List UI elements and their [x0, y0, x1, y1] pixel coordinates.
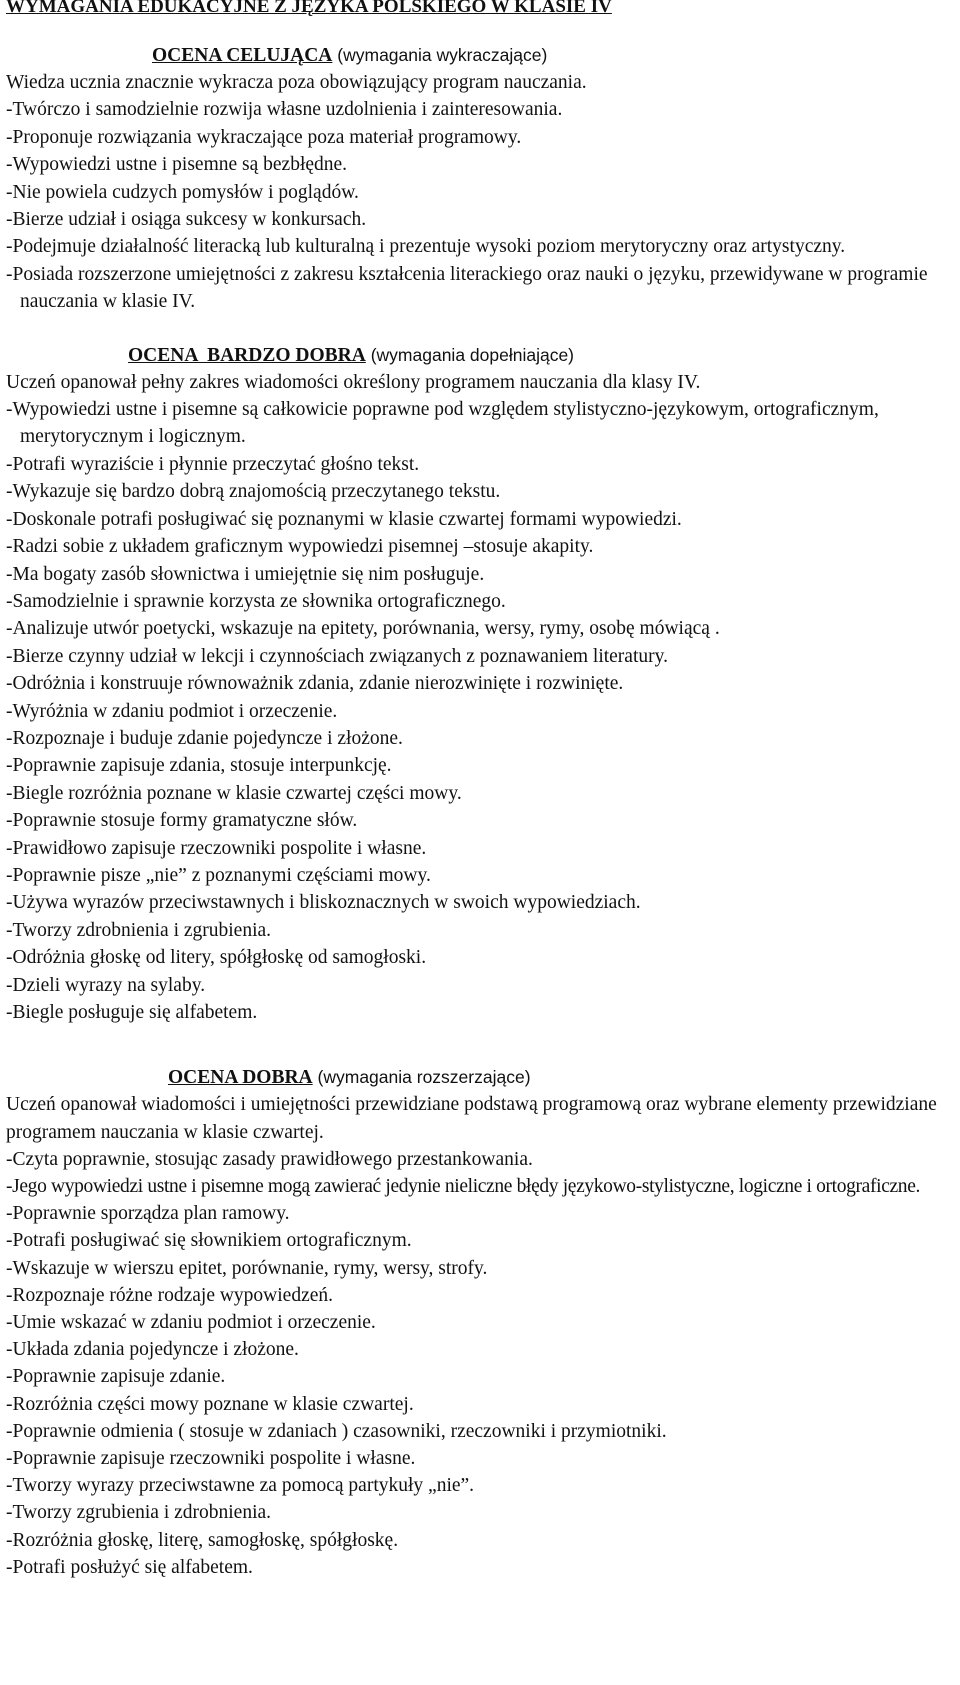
list-item: -Analizuje utwór poetycki, wskazuje na epitety, porównania, wersy, rymy, osobę mówiącą . [6, 618, 720, 640]
list-item: -Ma bogaty zasób słownictwa i umiejętnie się nim posługuje. [6, 563, 485, 585]
section-dobra [6, 1064, 956, 1581]
section-heading [6, 42, 956, 69]
section-celujaca [6, 42, 956, 316]
list-item: -Czyta poprawnie, stosując zasady prawidłowego przestankowania. [6, 1148, 533, 1170]
list-item: -Proponuje rozwiązania wykraczające poza materiał programowy. [6, 126, 522, 148]
list-item: -Rozróżnia głoskę, literę, samogłoskę, spółgłoskę. [6, 1529, 399, 1551]
list-item: -Potrafi posłużyć się alfabetem. [6, 1556, 253, 1578]
list-item: -Nie powiela cudzych pomysłów i poglądów. [6, 181, 359, 203]
list-item: -Bierze udział i osiąga sukcesy w konkursach. [6, 209, 367, 231]
list-item: -Potrafi posługiwać się słownikiem ortograficznym. [6, 1230, 412, 1252]
document-title: WYMAGANIA EDUKACYJNE Z JĘZYKA POLSKIEGO W KLASIE IV [6, 0, 612, 17]
list-item: -Poprawnie sporządza plan ramowy. [6, 1203, 290, 1225]
grade-title: OCENA CELUJĄCA [152, 45, 333, 66]
grade-title: OCENA DOBRA [168, 1067, 313, 1089]
list-item: -Poprawnie zapisuje rzeczowniki pospolite i własne. [6, 1448, 416, 1470]
list-item: -Umie wskazać w zdaniu podmiot i orzeczenie. [6, 1312, 376, 1334]
section-heading [6, 1064, 956, 1091]
list-item: -Biegle posługuje się alfabetem. [6, 1002, 258, 1023]
grade-title: OCENA BARDZO DOBRA [128, 344, 366, 366]
list-item: -Tworzy zdrobnienia i zgrubienia. [6, 919, 272, 941]
list-item: -Układa zdania pojedyncze i złożone. [6, 1339, 299, 1361]
list-item: -Jego wypowiedzi ustne i pisemne mogą zawierać jedynie nieliczne błędy językowo-stylistyczne, logiczne i ortograficzne. [6, 1176, 921, 1198]
list-item: -Poprawnie stosuje formy gramatyczne słów. [6, 810, 358, 832]
list-item: -Tworzy wyrazy przeciwstawne za pomocą partykuły „nie”. [6, 1475, 475, 1497]
list-item: -Wskazuje w wierszu epitet, porównanie, rymy, wersy, strofy. [6, 1257, 488, 1279]
section-bardzo-dobra [6, 342, 956, 1027]
list-item: -Poprawnie pisze „nie” z poznanymi częściami mowy. [6, 864, 431, 886]
list-item: -Używa wyrazów przeciwstawnych i bliskoznacznych w swoich wypowiedziach. [6, 892, 641, 914]
grade-note: (wymagania wykraczające) [337, 45, 548, 65]
list-item: -Potrafi wyraziście i płynnie przeczytać głośno tekst. [6, 453, 420, 475]
requirements-list [6, 1146, 956, 1581]
list-item: -Odróżnia i konstruuje równoważnik zdania, zdanie nierozwinięte i rozwinięte. [6, 673, 624, 695]
list-item: -Poprawnie odmienia ( stosuje w zdaniach ) czasowniki, rzeczowniki i przymiotniki. [6, 1420, 667, 1442]
list-item: -Radzi sobie z układem graficznym wypowiedzi pisemnej –stosuje akapity. [6, 536, 594, 558]
section-intro: Uczeń opanował pełny zakres wiadomości określony programem nauczania dla klasy IV. [6, 371, 701, 393]
list-item: -Poprawnie zapisuje zdanie. [6, 1366, 226, 1388]
list-item: -Bierze czynny udział w lekcji i czynnościach związanych z poznawaniem literatury. [6, 645, 668, 667]
grade-note: (wymagania dopełniające) [370, 344, 575, 365]
list-item: -Podejmuje działalność literacką lub kulturalną i prezentuje wysoki poziom merytoryczny oraz artystyczny. [6, 236, 846, 258]
section-intro: Uczeń opanował wiadomości i umiejętności przewidziane podstawą programową oraz wybrane elementy przewidziane programem nauczania w klasie czwartej. [6, 1094, 937, 1143]
list-item: -Biegle rozróżnia poznane w klasie czwartej części mowy. [6, 782, 462, 804]
requirements-list [6, 96, 956, 315]
list-item: -Rozróżnia części mowy poznane w klasie czwartej. [6, 1393, 414, 1415]
list-item: -Tworzy zgrubienia i zdrobnienia. [6, 1502, 272, 1524]
list-item: -Wyróżnia w zdaniu podmiot i orzeczenie. [6, 700, 338, 722]
section-intro: Wiedza ucznia znacznie wykracza poza obowiązujący program nauczania. [6, 72, 587, 93]
list-item: -Posiada rozszerzone umiejętności z zakresu kształcenia literackiego oraz nauki o języku, przewidywane w programie nauczania w klasie IV. [6, 263, 928, 313]
list-item: -Doskonale potrafi posługiwać się poznanymi w klasie czwartej formami wypowiedzi. [6, 508, 682, 530]
list-item: -Dzieli wyrazy na sylaby. [6, 974, 206, 996]
grade-note: (wymagania rozszerzające) [317, 1067, 531, 1088]
list-item: -Poprawnie zapisuje zdania, stosuje interpunkcję. [6, 755, 392, 777]
list-item: -Twórczo i samodzielnie rozwija własne uzdolnienia i zainteresowania. [6, 99, 563, 121]
section-heading [6, 342, 956, 369]
list-item: -Wypowiedzi ustne i pisemne są bezbłędne. [6, 154, 348, 176]
list-item: -Wykazuje się bardzo dobrą znajomością przeczytanego tekstu. [6, 481, 501, 503]
list-item: -Wypowiedzi ustne i pisemne są całkowicie poprawne pod względem stylistyczno-językowym, ortograficznym, merytorycznym i logicznym. [6, 399, 879, 448]
list-item: -Prawidłowo zapisuje rzeczowniki pospolite i własne. [6, 837, 427, 859]
list-item: -Rozpoznaje i buduje zdanie pojedyncze i złożone. [6, 727, 403, 749]
list-item: -Odróżnia głoskę od litery, spółgłoskę od samogłoski. [6, 947, 427, 969]
list-item: -Samodzielnie i sprawnie korzysta ze słownika ortograficznego. [6, 590, 506, 612]
requirements-list [6, 396, 956, 1026]
list-item: -Rozpoznaje różne rodzaje wypowiedzeń. [6, 1284, 334, 1306]
